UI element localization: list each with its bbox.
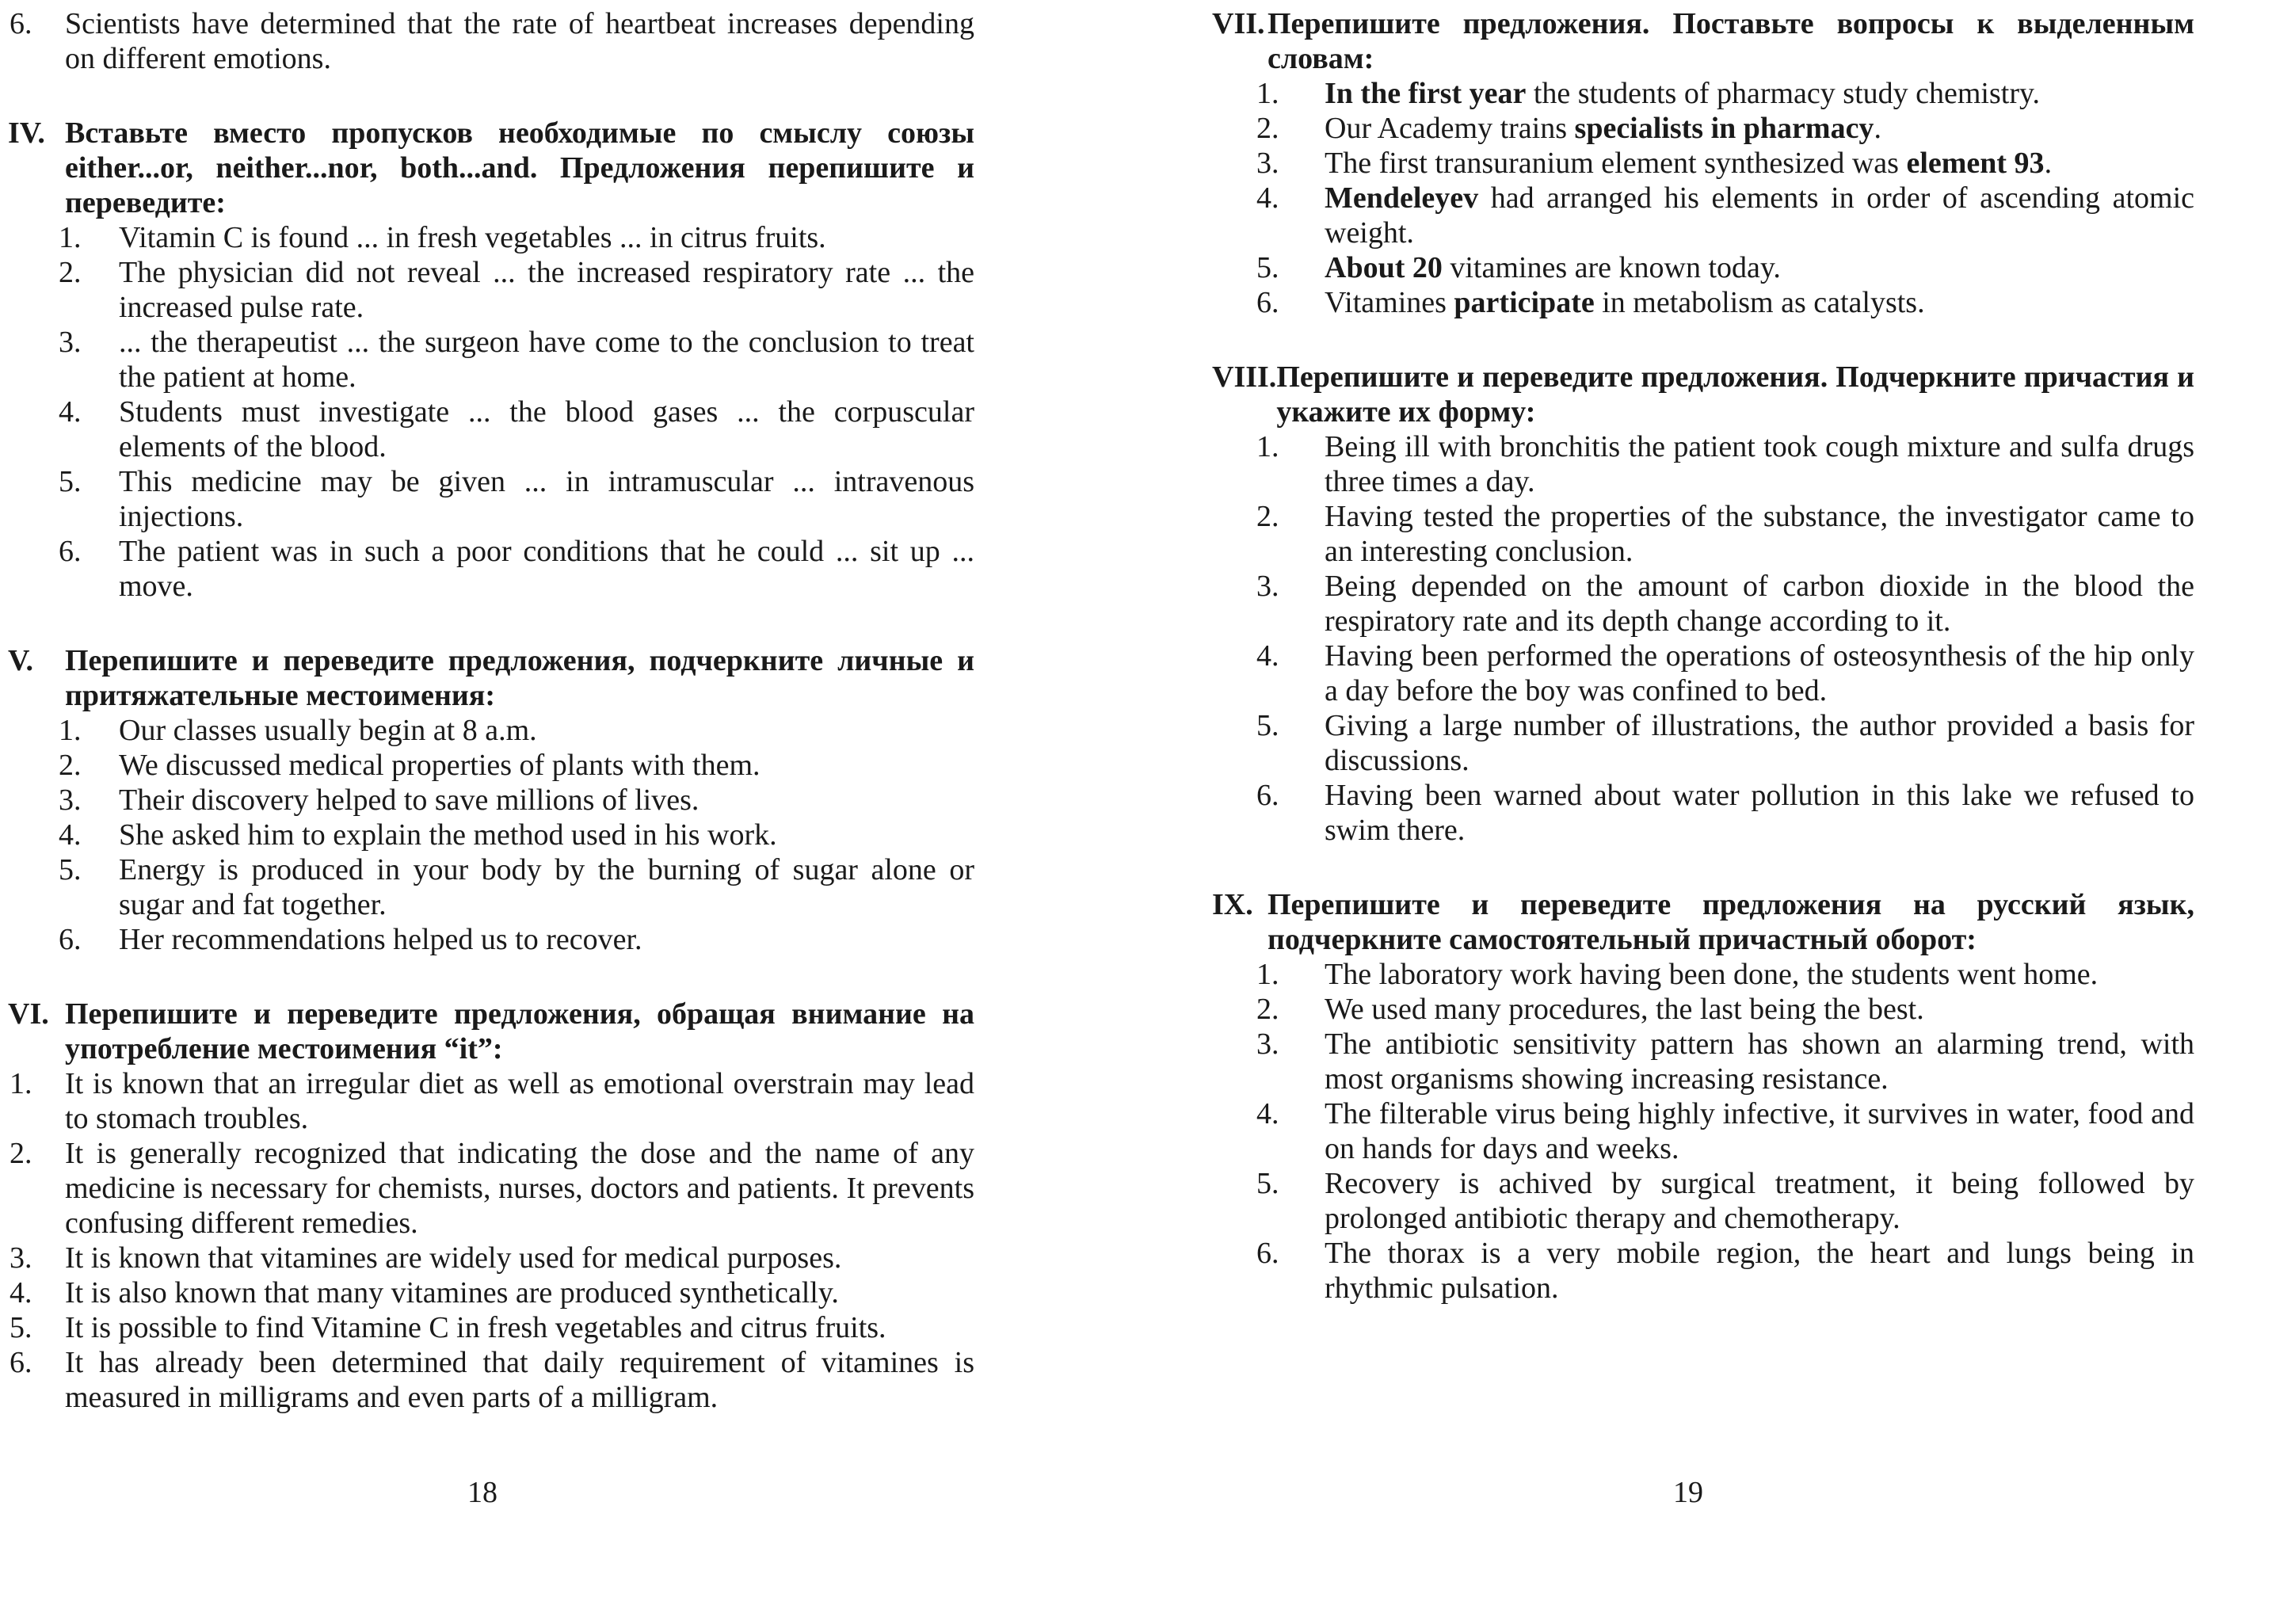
- list-item: [8, 6, 974, 76]
- item-number: 3.: [59, 326, 82, 359]
- list-item: [1212, 250, 2194, 285]
- item-text: Their discovery helped to save millions of lives.: [119, 783, 700, 817]
- list-item: [1212, 708, 2194, 778]
- list-item: [1212, 1166, 2194, 1236]
- section-instructions: Перепишите и переведите предложения, подчеркните личные и притяжательные местоимения:: [65, 644, 974, 712]
- item-number: 2.: [1256, 112, 1279, 145]
- item-text: It is known that vitamines are widely used for medical purposes.: [65, 1241, 842, 1275]
- item-text: Scientists have determined that the rate of heartbeat increases depending on different emotions.: [65, 7, 974, 75]
- section-number: VII.: [1212, 7, 1265, 40]
- section-instructions: Перепишите и переведите предложения, обращая внимание на употребление местоимения “it”:: [65, 997, 974, 1066]
- list-item: [1212, 1236, 2194, 1306]
- list-item: [8, 220, 974, 255]
- section-ix-list: [1212, 957, 2194, 1306]
- list-item: [1212, 181, 2194, 250]
- section-number: VI.: [8, 997, 49, 1031]
- item-text: [1325, 250, 2194, 285]
- item-text: It has already been determined that daily requirement of vitamines is measured in milligrams and even parts of a milligram.: [65, 1346, 974, 1414]
- item-text: [1325, 111, 2194, 146]
- item-number: 6.: [10, 1346, 32, 1379]
- item-text: Having tested the properties of the substance, the investigator came to an interesting conclusion.: [1325, 500, 2194, 568]
- item-text: ... the therapeutist ... the surgeon have come to the conclusion to treat the patient at home.: [119, 326, 974, 394]
- list-item: [8, 1066, 974, 1136]
- item-number: 1.: [59, 714, 82, 747]
- item-text: Giving a large number of illustrations, the author provided a basis for discussions.: [1325, 709, 2194, 777]
- page-number: 19: [1673, 1476, 1703, 1509]
- item-number: 5.: [1256, 251, 1279, 284]
- item-text: It is possible to find Vitamine C in fresh vegetables and citrus fruits.: [65, 1311, 886, 1344]
- list-item: [1212, 76, 2194, 111]
- list-item: [1212, 992, 2194, 1027]
- item-number: 6.: [1256, 779, 1279, 812]
- item-number: 4.: [59, 395, 82, 429]
- item-number: 4.: [1256, 1097, 1279, 1130]
- list-item: [1212, 957, 2194, 992]
- list-item: [8, 1310, 974, 1345]
- item-number: 2.: [59, 749, 82, 782]
- page-number: 18: [467, 1476, 497, 1509]
- item-number: 2.: [10, 1137, 32, 1170]
- item-text: Being ill with bronchitis the patient took cough mixture and sulfa drugs three times a day.: [1325, 430, 2194, 498]
- emphasized-words: participate: [1454, 286, 1595, 319]
- emphasized-words: In the first year: [1325, 77, 1527, 110]
- item-number: 3.: [1256, 570, 1279, 603]
- list-item: [8, 255, 974, 325]
- section-iv-list: [8, 220, 974, 604]
- item-number: 5.: [59, 465, 82, 498]
- item-text: We discussed medical properties of plants with them.: [119, 749, 761, 782]
- list-item: [1212, 639, 2194, 708]
- item-number: 6.: [1256, 286, 1279, 319]
- item-number: 4.: [1256, 181, 1279, 215]
- section-viii-list: [1212, 429, 2194, 848]
- section-instructions: Перепишите и переведите предложения. Подчеркните причастия и укажите их форму:: [1276, 360, 2194, 429]
- list-item: [8, 464, 974, 534]
- section-number: VIII.: [1212, 360, 1277, 394]
- list-item: [8, 748, 974, 783]
- section-iv-heading: [8, 116, 974, 220]
- item-number: 5.: [59, 853, 82, 886]
- item-text: Our classes usually begin at 8 a.m.: [119, 714, 537, 747]
- item-number: 6.: [59, 535, 82, 568]
- item-number: 3.: [59, 783, 82, 817]
- list-item: [1212, 1027, 2194, 1096]
- list-item: [1212, 285, 2194, 320]
- list-item: [1212, 111, 2194, 146]
- item-number: 2.: [59, 256, 82, 289]
- list-item: [8, 783, 974, 818]
- item-text-rest: .: [2044, 147, 2053, 180]
- carried-over-exercise: [8, 6, 974, 76]
- section-number: IV.: [8, 116, 45, 150]
- item-text: Having been performed the operations of osteosynthesis of the hip only a day before the boy was confined to bed.: [1325, 639, 2194, 707]
- item-text: The filterable virus being highly infective, it survives in water, food and on hands for days and weeks.: [1325, 1097, 2194, 1165]
- item-number: 2.: [1256, 500, 1279, 533]
- list-item: [8, 1275, 974, 1310]
- item-number: 6.: [1256, 1237, 1279, 1270]
- item-text: Being depended on the amount of carbon dioxide in the blood the respiratory rate and its depth change according to it.: [1325, 570, 2194, 638]
- item-text-start: Vitamines: [1325, 286, 1454, 319]
- item-text: The physician did not reveal ... the increased respiratory rate ... the increased pulse rate.: [119, 256, 974, 324]
- item-text: [1325, 181, 2194, 250]
- item-text: Vitamin C is found ... in fresh vegetables ... in citrus fruits.: [119, 221, 826, 254]
- item-number: 4.: [10, 1276, 32, 1309]
- list-item: [8, 325, 974, 395]
- section-v-heading: [8, 643, 974, 713]
- item-text: It is known that an irregular diet as well as emotional overstrain may lead to stomach troubles.: [65, 1067, 974, 1135]
- item-number: 1.: [1256, 430, 1279, 463]
- section-vii-list: [1212, 76, 2194, 320]
- item-text: The laboratory work having been done, the students went home.: [1325, 958, 2099, 991]
- list-item: [8, 1345, 974, 1415]
- section-viii-heading: [1212, 360, 2194, 429]
- list-item: [8, 1241, 974, 1275]
- list-item: [8, 713, 974, 748]
- item-number: 4.: [1256, 639, 1279, 673]
- item-text-start: The first transuranium element synthesized was: [1325, 147, 1907, 180]
- list-item: [8, 1136, 974, 1241]
- item-text: It is also known that many vitamines are produced synthetically.: [65, 1276, 839, 1309]
- list-item: [8, 818, 974, 852]
- emphasized-words: specialists in pharmacy: [1574, 112, 1874, 145]
- item-text-rest: vitamines are known today.: [1442, 251, 1781, 284]
- section-ix-heading: [1212, 887, 2194, 957]
- list-item: [1212, 778, 2194, 848]
- item-text-rest: had arranged his elements in order of ascending atomic weight.: [1325, 181, 2194, 250]
- item-number: 3.: [1256, 147, 1279, 180]
- item-number: 2.: [1256, 993, 1279, 1026]
- emphasized-words: element 93: [1906, 147, 2045, 180]
- item-text-rest: in metabolism as catalysts.: [1594, 286, 1925, 319]
- left-page-content: [8, 6, 974, 1415]
- item-number: 1.: [1256, 77, 1279, 110]
- item-text: [1325, 76, 2194, 111]
- section-instructions: Вставьте вместо пропусков необходимые по смыслу союзы either...or, neither...nor, both...and. Предложения перепишите и переведите:: [65, 116, 974, 219]
- item-number: 1.: [1256, 958, 1279, 991]
- item-number: 1.: [59, 221, 82, 254]
- list-item: [8, 852, 974, 922]
- section-instructions: Перепишите и переведите предложения на русский язык, подчеркните самостоятельный причастный оборот:: [1268, 888, 2194, 956]
- item-text: It is generally recognized that indicating the dose and the name of any medicine is necessary for chemists, nurses, doctors and patients. It prevents confusing different remedies.: [65, 1137, 974, 1240]
- item-text: Recovery is achived by surgical treatment, it being followed by prolonged antibiotic therapy and chemotherapy.: [1325, 1167, 2194, 1235]
- section-vi-heading: [8, 997, 974, 1066]
- item-number: 6.: [10, 7, 32, 40]
- item-text-rest: .: [1874, 112, 1881, 145]
- list-item: [1212, 429, 2194, 499]
- item-text: This medicine may be given ... in intramuscular ... intravenous injections.: [119, 465, 974, 533]
- item-text: She asked him to explain the method used in his work.: [119, 818, 777, 852]
- list-item: [8, 395, 974, 464]
- item-text: The patient was in such a poor conditions that he could ... sit up ... move.: [119, 535, 974, 603]
- item-number: 3.: [10, 1241, 32, 1275]
- item-number: 4.: [59, 818, 82, 852]
- item-number: 5.: [1256, 709, 1279, 742]
- emphasized-words: Mendeleyev: [1325, 181, 1479, 215]
- item-text: Having been warned about water pollution in this lake we refused to swim there.: [1325, 779, 2194, 847]
- item-text: Students must investigate ... the blood gases ... the corpuscular elements of the blood.: [119, 395, 974, 463]
- item-text: [1325, 285, 2194, 320]
- item-text: The thorax is a very mobile region, the heart and lungs being in rhythmic pulsation.: [1325, 1237, 2194, 1305]
- section-v-list: [8, 713, 974, 957]
- section-number: V.: [8, 644, 34, 677]
- item-number: 5.: [10, 1311, 32, 1344]
- list-item: [1212, 499, 2194, 569]
- item-text: We used many procedures, the last being the best.: [1325, 993, 1924, 1026]
- right-page: [1212, 0, 2194, 1624]
- section-number: IX.: [1212, 888, 1253, 921]
- item-number: 1.: [10, 1067, 32, 1100]
- right-page-content: [1212, 6, 2194, 1306]
- item-text-rest: the students of pharmacy study chemistry.: [1526, 77, 2041, 110]
- item-number: 5.: [1256, 1167, 1279, 1200]
- item-text: Energy is produced in your body by the burning of sugar alone or sugar and fat together.: [119, 853, 974, 921]
- section-vii-heading: [1212, 6, 2194, 76]
- list-item: [8, 922, 974, 957]
- list-item: [1212, 1096, 2194, 1166]
- item-number: 3.: [1256, 1027, 1279, 1061]
- list-item: [1212, 569, 2194, 639]
- list-item: [8, 534, 974, 604]
- section-instructions: Перепишите предложения. Поставьте вопросы к выделенным словам:: [1268, 7, 2194, 75]
- item-number: 6.: [59, 923, 82, 956]
- item-text: Her recommendations helped us to recover.: [119, 923, 642, 956]
- item-text: The antibiotic sensitivity pattern has shown an alarming trend, with most organisms showing increasing resistance.: [1325, 1027, 2194, 1096]
- list-item: [1212, 146, 2194, 181]
- item-text: [1325, 146, 2194, 181]
- left-page: [0, 0, 974, 1624]
- section-vi-list: [8, 1066, 974, 1415]
- item-text-start: Our Academy trains: [1325, 112, 1575, 145]
- emphasized-words: About 20: [1325, 251, 1443, 284]
